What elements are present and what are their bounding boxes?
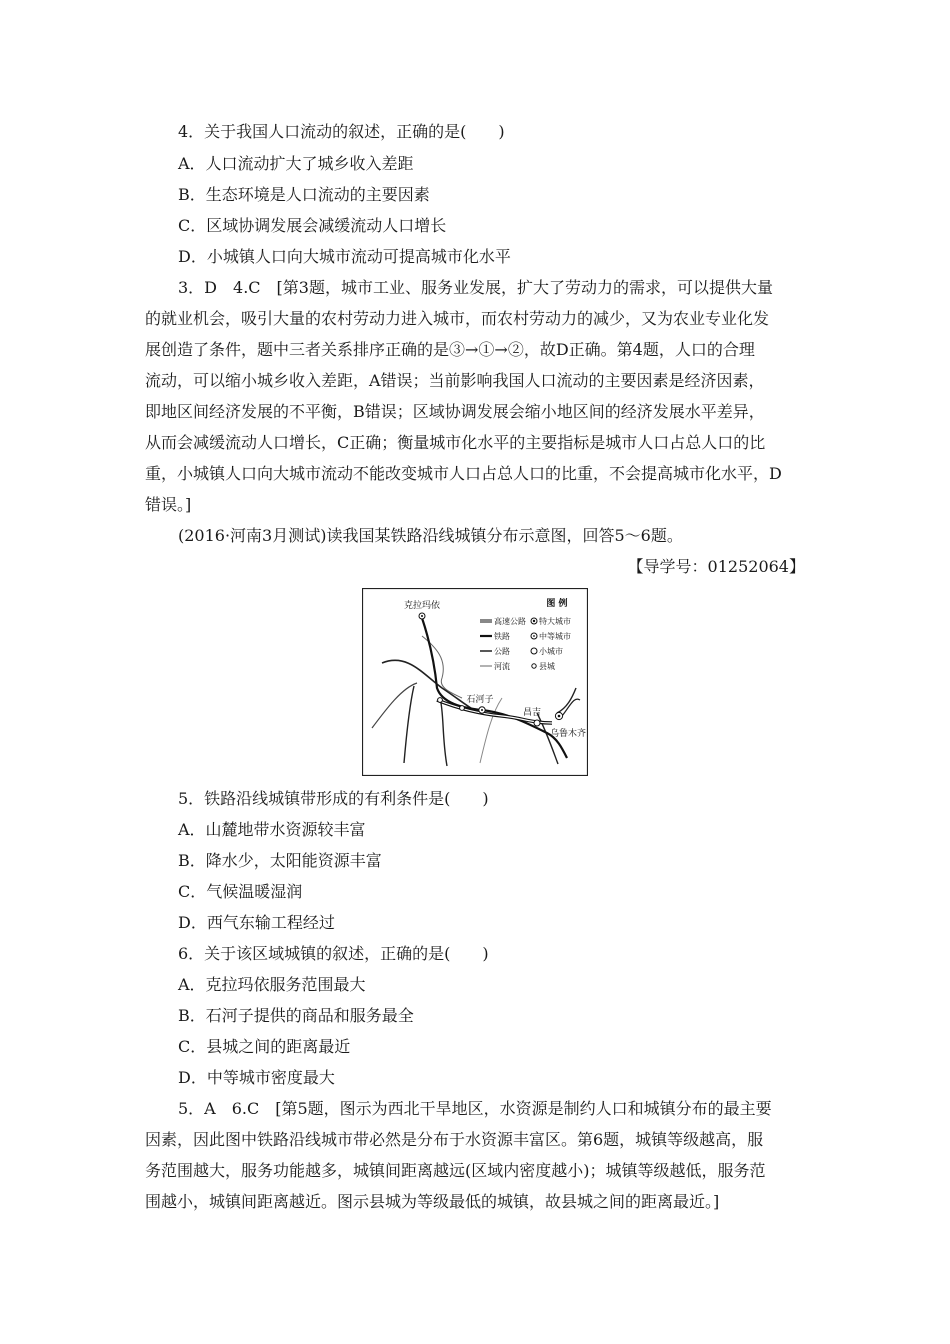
section-intro: (2016·河南3月测试)读我国某铁路沿线城镇分布示意图，回答5～6题。 — [178, 526, 683, 545]
q6-stem: 6．关于该区域城镇的叙述，正确的是( ) — [178, 944, 489, 963]
answer2-line: 围越小，城镇间距离越近。图示县城为等级最低的城镇，故县城之间的距离最近。] — [145, 1192, 720, 1211]
answer1-line: 即地区间经济发展的不平衡，B错误；区域协调发展会缩小地区间的经济发展水平差异， — [145, 402, 765, 421]
svg-text:中等城市: 中等城市 — [539, 632, 571, 641]
answer2-line: 务范围越大，服务功能越多，城镇间距离越远(区域内密度越小)；城镇等级越低，服务范 — [145, 1161, 766, 1180]
railway-town-map — [362, 588, 588, 776]
answer1-line: 从而会减缓流动人口增长，C正确；衡量城市化水平的主要指标是城市人口占总人口的比 — [145, 433, 766, 452]
svg-text:公路: 公路 — [494, 647, 510, 656]
q6-option-c: C．县城之间的距离最近 — [178, 1037, 351, 1056]
q5-option-b: B．降水少，太阳能资源丰富 — [178, 851, 382, 870]
answer1-line: 的就业机会，吸引大量的农村劳动力进入城市，而农村劳动力的减少，又为农业专业化发 — [145, 309, 770, 328]
q5-stem: 5．铁路沿线城镇带形成的有利条件是( ) — [178, 789, 489, 808]
answer1-line: 3．D 4.C [第3题，城市工业、服务业发展，扩大了劳动力的需求，可以提供大量 — [178, 278, 773, 297]
q4-option-c: C．区域协调发展会减缓流动人口增长 — [178, 216, 447, 235]
city-kelamayi-label: 克拉玛依 — [403, 601, 441, 611]
answer1-line: 流动，可以缩小城乡收入差距，A错误；当前影响我国人口流动的主要因素是经济因素， — [145, 371, 765, 390]
svg-text:高速公路: 高速公路 — [494, 617, 526, 626]
q6-option-a: A．克拉玛依服务范围最大 — [178, 975, 366, 994]
q4-option-b: B．生态环境是人口流动的主要因素 — [178, 185, 430, 204]
guide-number: 【导学号：01252064】 — [627, 557, 805, 576]
q5-option-c: C．气候温暖湿润 — [178, 882, 303, 901]
svg-text:河流: 河流 — [494, 662, 510, 671]
q4-option-d: D．小城镇人口向大城市流动可提高城市化水平 — [178, 247, 511, 266]
q5-option-a: A．山麓地带水资源较丰富 — [178, 820, 366, 839]
answer1-line: 展创造了条件，题中三者关系排序正确的是③→①→②，故D正确。第4题，人口的合理 — [145, 340, 755, 359]
q6-option-b: B．石河子提供的商品和服务最全 — [178, 1006, 414, 1025]
svg-text:特大城市: 特大城市 — [539, 617, 571, 626]
county-town-marker — [438, 698, 443, 703]
q4-option-a: A．人口流动扩大了城乡收入差距 — [178, 154, 414, 173]
city-urumqi-label: 乌鲁木齐 — [550, 729, 587, 739]
county-town-marker — [460, 706, 465, 711]
city-changji-marker — [534, 720, 540, 726]
svg-text:铁路: 铁路 — [494, 632, 510, 641]
svg-text:小城市: 小城市 — [539, 647, 563, 656]
q4-stem: 4．关于我国人口流动的叙述，正确的是( ) — [178, 122, 505, 141]
legend-title: 图 例 — [546, 599, 568, 609]
city-shihezi-label: 石河子 — [466, 695, 494, 705]
q5-option-d: D．西气东输工程经过 — [178, 913, 335, 932]
answer2-line: 因素，因此图中铁路沿线城市带必然是分布于水资源丰富区。第6题，城镇等级越高，服 — [145, 1130, 764, 1149]
answer1-line: 重，小城镇人口向大城市流动不能改变城市人口占总人口的比重，不会提高城市化水平，D — [145, 464, 782, 483]
answer2-line: 5．A 6.C [第5题，图示为西北干旱地区，水资源是制约人口和城镇分布的最主要 — [178, 1099, 772, 1118]
answer1-line: 错误。] — [145, 495, 192, 514]
svg-text:县城: 县城 — [539, 662, 555, 671]
q6-option-d: D．中等城市密度最大 — [178, 1068, 335, 1087]
city-changji-label: 昌吉 — [522, 708, 542, 718]
